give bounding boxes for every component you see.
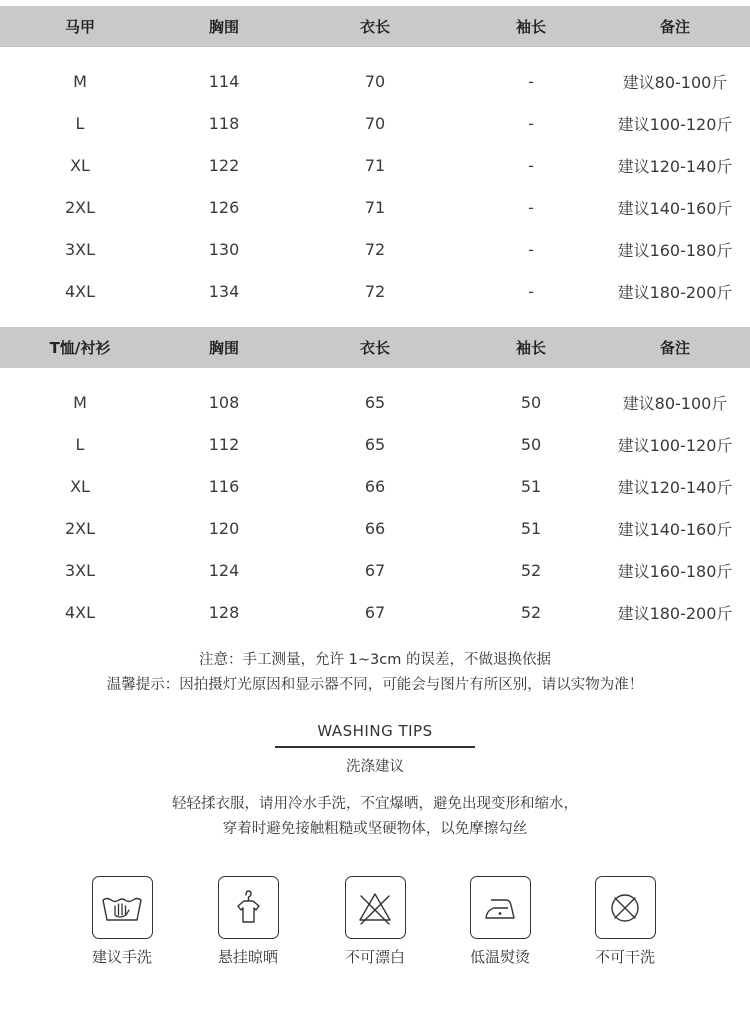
washing-description bbox=[0, 792, 750, 842]
sleeve-cell: 50 bbox=[520, 434, 542, 454]
sleeve-cell: - bbox=[528, 155, 534, 175]
washing-desc-line: 穿着时避免接触粗糙或坚硬物体，以免摩擦勾丝 bbox=[222, 821, 528, 837]
header-cell: 衣长 bbox=[359, 339, 390, 357]
sleeve-cell: - bbox=[528, 113, 534, 133]
remark-cell: 建议160-180斤 bbox=[617, 561, 733, 581]
size-cell: 2XL bbox=[64, 518, 96, 538]
chest-cell: 112 bbox=[208, 434, 240, 454]
measurement-note: 注意：手工测量，允许 1~3cm 的误差，不做退换依据 bbox=[199, 652, 551, 668]
table-row bbox=[0, 186, 750, 228]
header-cell: 马甲 bbox=[64, 18, 95, 36]
table-row bbox=[0, 549, 750, 591]
length-cell: 72 bbox=[364, 281, 386, 301]
sleeve-cell: 51 bbox=[520, 476, 542, 496]
table-row bbox=[0, 60, 750, 102]
remark-cell: 建议140-160斤 bbox=[617, 198, 733, 218]
remark-cell: 建议180-200斤 bbox=[617, 603, 733, 623]
vest-table-header bbox=[0, 6, 750, 47]
remark-cell: 建议160-180斤 bbox=[617, 240, 733, 260]
remark-cell: 建议100-120斤 bbox=[617, 114, 733, 134]
length-cell: 70 bbox=[364, 113, 386, 133]
sleeve-cell: 50 bbox=[520, 392, 542, 412]
care-item-low-iron bbox=[440, 876, 560, 967]
vest-table-body bbox=[0, 47, 750, 312]
length-cell: 71 bbox=[364, 197, 386, 217]
washing-desc-line: 轻轻揉衣服，请用冷水手洗，不宜爆晒，避免出现变形和缩水， bbox=[172, 796, 578, 812]
table-row bbox=[0, 465, 750, 507]
length-cell: 67 bbox=[364, 560, 386, 580]
remark-cell: 建议120-140斤 bbox=[617, 477, 733, 497]
display-disclaimer: 温馨提示：因拍摄灯光原因和显示器不同，可能会与图片有所区别，请以实物为准！ bbox=[106, 677, 644, 693]
table-row bbox=[0, 381, 750, 423]
low-iron-icon bbox=[470, 876, 531, 939]
care-item-hang-dry bbox=[188, 876, 308, 967]
care-label: 低温熨烫 bbox=[469, 948, 530, 966]
remark-cell: 建议80-100斤 bbox=[622, 72, 728, 92]
chest-cell: 124 bbox=[208, 560, 240, 580]
sleeve-cell: - bbox=[528, 239, 534, 259]
table-row bbox=[0, 102, 750, 144]
table-row bbox=[0, 591, 750, 633]
remark-cell: 建议100-120斤 bbox=[617, 435, 733, 455]
length-cell: 71 bbox=[364, 155, 386, 175]
chest-cell: 116 bbox=[208, 476, 240, 496]
length-cell: 66 bbox=[364, 476, 386, 496]
length-cell: 65 bbox=[364, 392, 386, 412]
remark-cell: 建议80-100斤 bbox=[622, 393, 728, 413]
chest-cell: 108 bbox=[208, 392, 240, 412]
no-bleach-icon bbox=[345, 876, 406, 939]
size-cell: 4XL bbox=[64, 281, 96, 301]
size-cell: L bbox=[75, 434, 85, 454]
header-cell: 备注 bbox=[659, 339, 690, 357]
length-cell: 70 bbox=[364, 71, 386, 91]
sleeve-cell: - bbox=[528, 71, 534, 91]
care-label: 不可漂白 bbox=[344, 948, 405, 966]
header-cell: T恤/衬衫 bbox=[49, 339, 111, 357]
length-cell: 65 bbox=[364, 434, 386, 454]
header-cell: 袖长 bbox=[515, 18, 546, 36]
measurement-notes bbox=[0, 648, 750, 698]
vest-size-table bbox=[0, 6, 750, 312]
hand-wash-icon bbox=[92, 876, 153, 939]
size-cell: XL bbox=[70, 476, 90, 496]
size-cell: 3XL bbox=[64, 560, 96, 580]
remark-cell: 建议120-140斤 bbox=[617, 156, 733, 176]
title-underline bbox=[275, 746, 475, 748]
header-cell: 胸围 bbox=[208, 18, 239, 36]
length-cell: 66 bbox=[364, 518, 386, 538]
washing-tips-subtitle: 洗涤建议 bbox=[346, 759, 404, 775]
size-cell: M bbox=[73, 71, 87, 91]
sleeve-cell: 52 bbox=[520, 560, 542, 580]
length-cell: 67 bbox=[364, 602, 386, 622]
table-row bbox=[0, 507, 750, 549]
chest-cell: 130 bbox=[208, 239, 240, 259]
care-label: 建议手洗 bbox=[91, 948, 152, 966]
tshirt-table-body bbox=[0, 368, 750, 633]
header-cell: 袖长 bbox=[515, 339, 546, 357]
remark-cell: 建议140-160斤 bbox=[617, 519, 733, 539]
header-cell: 备注 bbox=[659, 18, 690, 36]
chest-cell: 120 bbox=[208, 518, 240, 538]
header-cell: 衣长 bbox=[359, 18, 390, 36]
size-cell: 3XL bbox=[64, 239, 96, 259]
tshirt-table-header bbox=[0, 327, 750, 368]
tshirt-size-table bbox=[0, 327, 750, 633]
care-item-no-dry-clean bbox=[565, 876, 685, 967]
care-item-no-bleach bbox=[315, 876, 435, 967]
hang-dry-icon bbox=[218, 876, 279, 939]
sleeve-cell: - bbox=[528, 197, 534, 217]
washing-tips-title: WASHING TIPS bbox=[317, 722, 433, 740]
table-row bbox=[0, 228, 750, 270]
sleeve-cell: - bbox=[528, 281, 534, 301]
length-cell: 72 bbox=[364, 239, 386, 259]
table-row bbox=[0, 423, 750, 465]
sleeve-cell: 52 bbox=[520, 602, 542, 622]
chest-cell: 122 bbox=[208, 155, 240, 175]
chest-cell: 126 bbox=[208, 197, 240, 217]
remark-cell: 建议180-200斤 bbox=[617, 282, 733, 302]
chest-cell: 134 bbox=[208, 281, 240, 301]
size-cell: XL bbox=[70, 155, 90, 175]
care-item-hand-wash bbox=[62, 876, 182, 967]
chest-cell: 114 bbox=[208, 71, 240, 91]
care-label: 悬挂晾晒 bbox=[217, 948, 278, 966]
header-cell: 胸围 bbox=[208, 339, 239, 357]
size-cell: 4XL bbox=[64, 602, 96, 622]
sleeve-cell: 51 bbox=[520, 518, 542, 538]
table-row bbox=[0, 144, 750, 186]
no-dry-clean-icon bbox=[595, 876, 656, 939]
care-label: 不可干洗 bbox=[594, 948, 655, 966]
size-cell: 2XL bbox=[64, 197, 96, 217]
size-cell: L bbox=[75, 113, 85, 133]
chest-cell: 118 bbox=[208, 113, 240, 133]
table-row bbox=[0, 270, 750, 312]
chest-cell: 128 bbox=[208, 602, 240, 622]
size-cell: M bbox=[73, 392, 87, 412]
